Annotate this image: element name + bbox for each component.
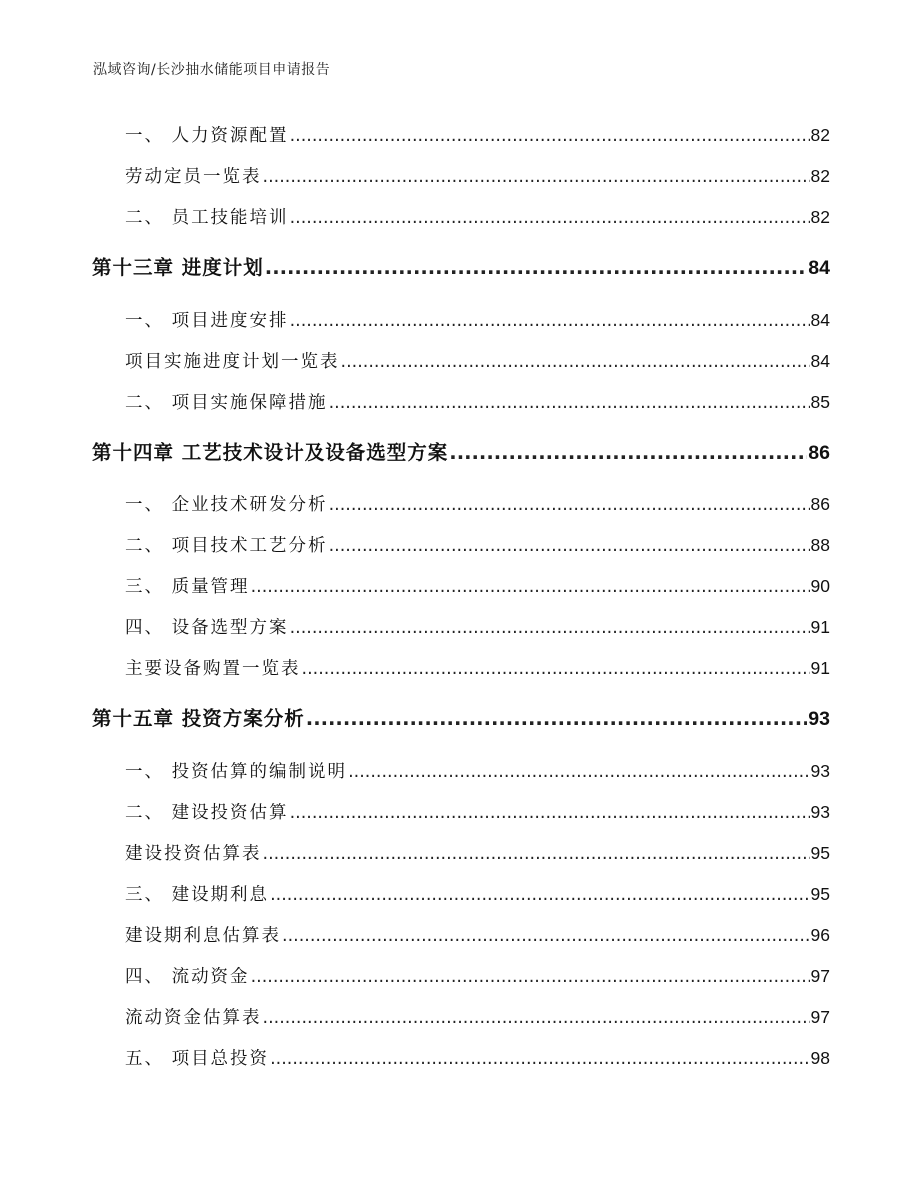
toc-entry-page: 91 [810,658,830,678]
toc-entry-page: 82 [810,207,830,227]
toc-entry-title: 五、 项目总投资 [125,1049,270,1069]
toc-entry-title: 二、 建设投资估算 [125,803,289,823]
toc-chapter-page: 93 [808,708,830,730]
toc-entry-title: 一、 企业技术研发分析 [125,495,328,515]
toc-entry[interactable] [0,1005,830,1030]
toc-dot-leader [290,124,810,148]
toc-chapter-title: 第十四章 工艺技术设计及设备选型方案 [92,441,449,464]
toc-chapter-title: 第十五章 投资方案分析 [92,707,305,730]
toc-dot-leader [329,493,810,517]
toc-entry-title: 二、 项目实施保障措施 [125,393,328,413]
toc-chapter-entry[interactable] [0,439,830,467]
toc-entry-page: 96 [810,925,830,945]
toc-chapter-title: 第十三章 进度计划 [92,256,264,279]
toc-dot-leader [306,705,808,733]
toc-entry-title: 流动资金估算表 [125,1008,262,1028]
toc-entry-title: 劳动定员一览表 [125,167,262,187]
toc-entry-title: 四、 设备选型方案 [125,618,289,638]
toc-entry-page: 95 [810,843,830,863]
toc-entry[interactable] [0,349,830,374]
toc-dot-leader [251,965,810,989]
toc-entry[interactable] [0,800,830,825]
running-header: 泓域咨询/长沙抽水储能项目申请报告 [93,62,331,78]
toc-dot-leader [290,309,810,333]
toc-entry[interactable] [0,205,830,230]
toc-entry-page: 97 [810,966,830,986]
toc-entry[interactable] [0,964,830,989]
toc-entry-page: 91 [810,617,830,637]
toc-chapter-page: 86 [808,442,830,464]
toc-dot-leader [449,439,807,467]
toc-dot-leader [270,1047,809,1071]
toc-entry[interactable] [0,923,830,948]
toc-entry-page: 97 [810,1007,830,1027]
toc-dot-leader [341,350,810,374]
toc-dot-leader [329,391,810,415]
toc-entry[interactable] [0,656,830,681]
toc-entry[interactable] [0,759,830,784]
toc-entry-title: 主要设备购置一览表 [125,659,301,679]
toc-entry-title: 二、 项目技术工艺分析 [125,536,328,556]
toc-dot-leader [270,883,809,907]
toc-entry-page: 95 [810,884,830,904]
toc-entry[interactable] [0,123,830,148]
toc-entry[interactable] [0,390,830,415]
toc-chapter-page: 84 [808,257,830,279]
toc-dot-leader [329,534,810,558]
toc-dot-leader [290,801,810,825]
toc-dot-leader [265,254,808,282]
toc-entry-page: 90 [810,576,830,596]
toc-entry-title: 三、 质量管理 [125,577,250,597]
toc-dot-leader [263,842,810,866]
toc-entry-page: 88 [810,535,830,555]
toc-entry[interactable] [0,533,830,558]
toc-chapter-entry[interactable] [0,705,830,733]
toc-entry-title: 一、 项目进度安排 [125,311,289,331]
toc-dot-leader [251,575,810,599]
toc-entry-page: 85 [810,392,830,412]
toc-entry-page: 86 [810,494,830,514]
toc-dot-leader [290,206,810,230]
toc-entry-page: 93 [810,802,830,822]
toc-entry-page: 82 [810,125,830,145]
toc-entry[interactable] [0,574,830,599]
toc-dot-leader [290,616,810,640]
toc-entry-page: 98 [810,1048,830,1068]
toc-dot-leader [263,1006,810,1030]
toc-entry-title: 二、 员工技能培训 [125,208,289,228]
toc-entry-title: 项目实施进度计划一览表 [125,352,340,372]
toc-entry[interactable] [0,1046,830,1071]
toc-entry[interactable] [0,615,830,640]
toc-entry[interactable] [0,164,830,189]
toc-entry-page: 82 [810,166,830,186]
toc-entry-title: 三、 建设期利息 [125,885,270,905]
toc-entry-title: 建设期利息估算表 [125,926,281,946]
toc-entry-title: 一、 人力资源配置 [125,126,289,146]
toc-dot-leader [302,657,810,681]
toc-entry-page: 84 [810,310,830,330]
toc-entry[interactable] [0,492,830,517]
toc-chapter-entry[interactable] [0,254,830,282]
toc-entry[interactable] [0,882,830,907]
toc-entry[interactable] [0,308,830,333]
toc-entry-page: 84 [810,351,830,371]
toc-entry-title: 四、 流动资金 [125,967,250,987]
toc-entry-title: 建设投资估算表 [125,844,262,864]
toc-entry[interactable] [0,841,830,866]
toc-dot-leader [282,924,810,948]
toc-dot-leader [263,165,810,189]
toc-entry-page: 93 [810,761,830,781]
toc-entry-title: 一、 投资估算的编制说明 [125,762,348,782]
toc-dot-leader [348,760,809,784]
